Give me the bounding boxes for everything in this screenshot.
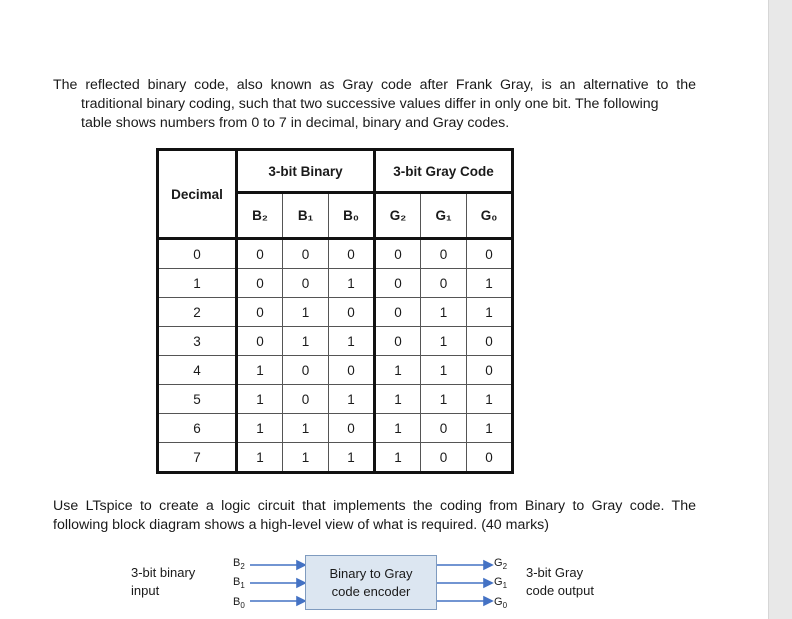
output-label-line-2: code output <box>526 583 594 598</box>
binary-cell: 0 <box>237 269 283 298</box>
intro-line-1: The reflected binary code, also known as Gray code after Frank Gray, is an alternative to the <box>53 77 696 93</box>
arrowhead-b1 <box>297 579 305 587</box>
table-row <box>158 443 513 473</box>
binary-cell: 1 <box>237 356 283 385</box>
table-row <box>158 385 513 414</box>
table-row <box>158 327 513 356</box>
decimal-cell: 0 <box>158 239 237 269</box>
output-label <box>526 564 594 600</box>
binary-cell: 0 <box>237 239 283 269</box>
col-g2: G₂ <box>375 193 421 239</box>
binary-cell: 0 <box>283 239 329 269</box>
encoder-block <box>305 555 437 610</box>
gray-cell: 0 <box>375 298 421 327</box>
encoder-line-1: Binary to Gray <box>329 565 413 581</box>
binary-cell: 0 <box>329 239 375 269</box>
binary-cell: 1 <box>329 269 375 298</box>
binary-cell: 0 <box>283 385 329 414</box>
gray-cell: 0 <box>421 414 467 443</box>
task-line-1: Use LTspice to create a logic circuit that implements the coding from Binary to Gray code. The <box>53 498 696 514</box>
binary-cell: 0 <box>329 298 375 327</box>
decimal-cell: 4 <box>158 356 237 385</box>
table-row <box>158 414 513 443</box>
gray-cell: 1 <box>467 269 513 298</box>
table-row <box>158 269 513 298</box>
gray-cell: 1 <box>467 385 513 414</box>
col-b1: B₁ <box>283 193 329 239</box>
col-g1: G₁ <box>421 193 467 239</box>
intro-line-3: table shows numbers from 0 to 7 in decimal, binary and Gray codes. <box>81 115 510 131</box>
output-signal-g1: $G_1$ <box>494 576 508 591</box>
arrowhead-g0 <box>484 597 492 605</box>
arrowhead-b2 <box>297 561 305 569</box>
gray-cell: 1 <box>467 414 513 443</box>
gray-header: 3-bit Gray Code <box>375 150 513 193</box>
gray-cell: 1 <box>421 356 467 385</box>
output-signal-g0: $G_0$ <box>494 596 508 611</box>
input-label-line-1: 3-bit binary <box>131 565 196 580</box>
input-signal-b2: $B_2$ <box>233 557 245 572</box>
gray-cell: 1 <box>375 443 421 473</box>
binary-cell: 1 <box>283 327 329 356</box>
binary-cell: 0 <box>237 298 283 327</box>
decimal-cell: 6 <box>158 414 237 443</box>
gray-cell: 1 <box>421 385 467 414</box>
task-line-2: following block diagram shows a high-level view of what is required. (40 marks) <box>53 517 549 533</box>
output-label-line-1: 3-bit Gray <box>526 565 584 580</box>
binary-cell: 0 <box>329 414 375 443</box>
gray-cell: 0 <box>467 356 513 385</box>
binary-header: 3-bit Binary <box>237 150 375 193</box>
binary-cell: 1 <box>283 298 329 327</box>
decimal-cell: 1 <box>158 269 237 298</box>
input-label-line-2: input <box>131 583 160 598</box>
input-signal-b1: $B_1$ <box>233 576 245 591</box>
decimal-header: Decimal <box>158 150 237 239</box>
gray-cell: 1 <box>375 414 421 443</box>
gray-cell: 0 <box>375 239 421 269</box>
block-diagram <box>0 550 768 619</box>
col-b0: B₀ <box>329 193 375 239</box>
decimal-cell: 7 <box>158 443 237 473</box>
gray-cell: 1 <box>375 385 421 414</box>
col-b2: B₂ <box>237 193 283 239</box>
table-row <box>158 356 513 385</box>
output-signal-g2: $G_2$ <box>494 557 508 572</box>
binary-cell: 0 <box>283 269 329 298</box>
binary-cell: 0 <box>283 356 329 385</box>
arrowhead-g2 <box>484 561 492 569</box>
task-paragraph <box>53 497 696 535</box>
gray-cell: 0 <box>421 239 467 269</box>
decimal-cell: 3 <box>158 327 237 356</box>
binary-cell: 0 <box>237 327 283 356</box>
gray-cell: 1 <box>467 298 513 327</box>
intro-paragraph <box>53 76 696 133</box>
col-g0: G₀ <box>467 193 513 239</box>
gray-cell: 0 <box>467 239 513 269</box>
table-row <box>158 239 513 269</box>
binary-cell: 1 <box>283 414 329 443</box>
gray-cell: 0 <box>467 443 513 473</box>
binary-cell: 0 <box>329 356 375 385</box>
binary-cell: 1 <box>237 414 283 443</box>
decimal-cell: 5 <box>158 385 237 414</box>
gray-cell: 0 <box>375 327 421 356</box>
table-body <box>158 239 513 473</box>
gray-code-table <box>156 148 514 474</box>
encoder-line-2: code encoder <box>331 583 411 599</box>
decimal-cell: 2 <box>158 298 237 327</box>
gray-cell: 1 <box>421 298 467 327</box>
gray-cell: 0 <box>421 269 467 298</box>
gray-cell: 1 <box>421 327 467 356</box>
binary-cell: 1 <box>237 385 283 414</box>
gray-cell: 1 <box>375 356 421 385</box>
arrowhead-g1 <box>484 579 492 587</box>
vertical-scrollbar[interactable] <box>768 0 792 619</box>
binary-cell: 1 <box>329 385 375 414</box>
binary-cell: 1 <box>283 443 329 473</box>
gray-cell: 0 <box>375 269 421 298</box>
intro-line-2: traditional binary coding, such that two successive values differ in only one bit. The following <box>81 96 659 112</box>
input-signal-b0: $B_0$ <box>233 596 245 611</box>
table-row <box>158 298 513 327</box>
gray-cell: 0 <box>421 443 467 473</box>
binary-cell: 1 <box>329 327 375 356</box>
binary-cell: 1 <box>237 443 283 473</box>
arrowhead-b0 <box>297 597 305 605</box>
gray-cell: 0 <box>467 327 513 356</box>
binary-cell: 1 <box>329 443 375 473</box>
